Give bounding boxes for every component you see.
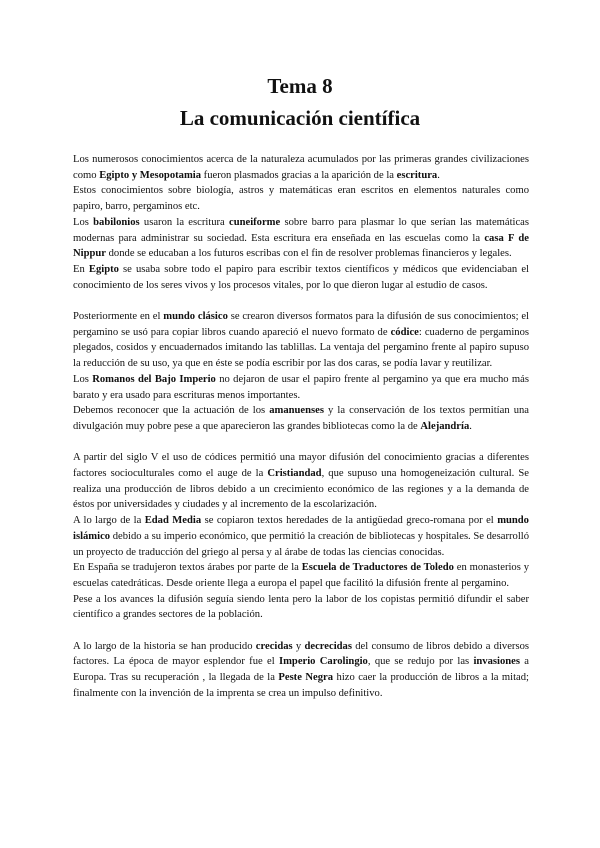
- bold-term: Egipto: [88, 263, 119, 275]
- bold-term: Imperio Carolingio: [278, 656, 368, 668]
- text-run: usaron la escritura: [139, 216, 230, 228]
- text-run: sobre barro para plasmar lo que serían las matemáticas modernas para administrar su sociedad. Esta escritura era enseñada en las escuelas como la: [73, 216, 529, 244]
- text-run: no dejaron de usar el papiro frente al pergamino ya que era mucho más barato y era usado para escrituras menos importantes.: [73, 373, 529, 401]
- text-run: Los: [73, 216, 94, 228]
- text-run: , que supuso una homogeneización cultural. Se realiza una producción de libros debido a un crecimiento económico de las regiones y a la demanda de éstos por universidades y ciudades y al incremento de la escolarización.: [73, 468, 529, 511]
- text-run: fueron plasmados gracias a la aparición de la: [201, 169, 397, 181]
- document-title: Tema 8: [267, 74, 333, 98]
- text-run: : cuaderno de pergaminos plegados, cosidos y encuadernados imitando las tablillas. La ventaja del pergamino frente al papiro supuso la reducción de su uso, ya que en éste se podía escribir por las dos caras, se podía lavar y reutilizar.: [73, 326, 530, 370]
- bold-term: decrecidas: [304, 640, 352, 652]
- text-run: A lo largo de la historia se han producido: [73, 640, 256, 652]
- text-run: .: [469, 420, 472, 432]
- bold-term: Edad Media: [144, 515, 202, 527]
- bold-term: Escuela de Traductores de Toledo: [301, 562, 454, 574]
- bold-term: cuneiforme: [229, 216, 281, 228]
- body-paragraph: [73, 592, 529, 623]
- text-run: del consumo de libros debido a diversos factores. La época de mayor esplendor fue el: [73, 640, 530, 668]
- bold-term: babilonios: [93, 216, 140, 228]
- bold-term: Alejandría: [420, 420, 470, 432]
- bold-term: crecidas: [255, 640, 293, 652]
- text-run: se usaba sobre todo el papiro para escribir textos científicos y médicos que evidenciaban el conocimiento de los seres vivos y los procesos vitales, por lo que dieron lugar al estudio de casos.: [73, 263, 529, 291]
- body-paragraph: [73, 513, 529, 560]
- text-run: donde se educaban a los futuros escribas con el fin de resolver problemas financieros y legales.: [105, 248, 512, 260]
- body-paragraph: [73, 152, 529, 183]
- bold-term: códice: [390, 326, 419, 338]
- text-run: En España se tradujeron textos árabes por parte de la: [73, 562, 302, 574]
- body-paragraph: [73, 215, 529, 262]
- bold-term: amanuenses: [269, 405, 324, 417]
- text-run: en monasterios y escuelas catedráticas. Desde oriente llega a europa el papel que facilitó la difusión frente al pergamino.: [73, 562, 530, 589]
- body-paragraph: [73, 450, 529, 513]
- document-body: [73, 152, 529, 702]
- body-paragraph: [73, 309, 529, 372]
- body-paragraph: [73, 372, 529, 403]
- text-run: Posteriormente en el: [73, 311, 164, 323]
- text-run: , que se redujo por las: [367, 656, 474, 668]
- text-run: y: [292, 640, 305, 652]
- text-run: A lo largo de la: [73, 515, 145, 527]
- text-run: Pese a los avances la difusión seguía siendo lenta pero la labor de los copistas permitió difundir el saber científico a grandes sectores de la población.: [73, 593, 529, 621]
- text-run: A partir del siglo V el uso de códices permitió una mayor difusión del conocimiento gracias a diferentes factores socioculturales como el auge de la: [73, 452, 529, 480]
- text-run: a Europa. Tras su recuperación , la llegada de la: [73, 656, 529, 684]
- body-paragraph: [73, 183, 529, 214]
- text-run: Estos conocimientos sobre biología, astros y matemáticas eran escritos en elementos naturales como papiro, barro, pergaminos etc.: [73, 185, 529, 213]
- bold-term: Peste Negra: [278, 672, 334, 684]
- body-paragraph: [73, 560, 529, 591]
- document-subtitle: La comunicación científica: [179, 106, 421, 130]
- text-run: Los numerosos conocimientos acerca de la naturaleza acumulados por las primeras grandes civilizaciones como: [73, 154, 529, 181]
- bold-term: invasiones: [473, 656, 520, 668]
- bold-term: Egipto y Mesopotamia: [99, 169, 202, 181]
- text-run: En: [73, 263, 89, 275]
- text-run: se copiaron textos heredades de la antigüedad greco-romana por el: [201, 515, 498, 527]
- body-paragraph: [73, 403, 529, 434]
- text-run: hizo caer la producción de libros a la mitad; finalmente con la invención de la imprenta se crea un impulso definitivo.: [73, 672, 530, 699]
- bold-term: mundo islámico: [73, 515, 529, 542]
- bold-term: mundo clásico: [163, 311, 228, 323]
- bold-term: escritura: [396, 169, 438, 181]
- text-run: y la conservación de los textos permitían una divulgación muy pobre pese a que aparecieron las grandes bibliotecas como la de: [73, 405, 529, 432]
- body-paragraph: [73, 639, 529, 702]
- bold-term: casa F de Nippur: [73, 232, 530, 260]
- text-run: .: [437, 169, 440, 181]
- text-run: Debemos reconocer que la actuación de los: [73, 405, 270, 417]
- body-paragraph: [73, 262, 529, 293]
- bold-term: Cristiandad: [267, 468, 322, 480]
- bold-term: Romanos del Bajo Imperio: [92, 373, 216, 385]
- text-run: se crearon diversos formatos para la difusión de sus conocimientos; el pergamino se usó para copiar libros cuando apareció el nuevo formato de: [73, 311, 529, 338]
- text-run: debido a su imperio económico, que permitió la creación de bibliotecas y hospitales. Se desarrolló un proyecto de traducción del griego al persa y al árabe de todas las ciencias conocidas.: [73, 530, 529, 558]
- text-run: Los: [73, 373, 93, 385]
